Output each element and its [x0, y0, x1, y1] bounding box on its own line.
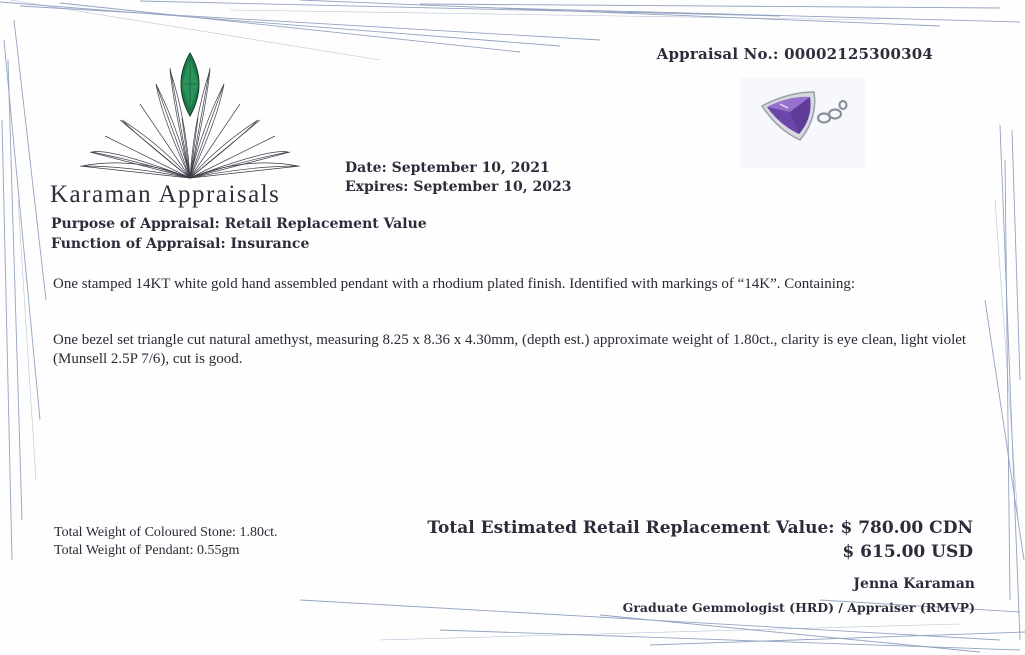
appraisal-expiry: Expires: September 10, 2023 [345, 179, 572, 195]
item-description: One stamped 14KT white gold hand assembled pendant with a rhodium plated finish. Identified with markings of “14K”. Containing: [53, 276, 856, 292]
replacement-value-usd: $ 615.00 USD [842, 542, 973, 562]
total-weight-coloured-stone: Total Weight of Coloured Stone: 1.80ct. [54, 525, 278, 540]
amethyst-trillion-pendant-photo-icon [740, 78, 865, 168]
company-name: Karaman Appraisals [50, 181, 281, 208]
signer-name: Jenna Karaman [853, 576, 975, 592]
purpose-of-appraisal: Purpose of Appraisal: Retail Replacement Value [51, 216, 427, 232]
signer-title: Graduate Gemmologist (HRD) / Appraiser (RMVP) [622, 600, 975, 615]
stone-description: One bezel set triangle cut natural amethyst, measuring 8.25 x 8.36 x 4.30mm, (depth est.) approximate weight of 1.80ct., clarity is eye clean, light violet (Munsell 2.5P 7/6), cut is good. [53, 332, 967, 367]
total-weight-pendant: Total Weight of Pendant: 0.55gm [54, 543, 240, 558]
replacement-value-cdn: Total Estimated Retail Replacement Value: $ 780.00 CDN [427, 518, 973, 538]
appraisal-number: Appraisal No.: 00002125300304 [656, 45, 933, 63]
appraisal-date: Date: September 10, 2021 [345, 160, 550, 176]
function-of-appraisal: Function of Appraisal: Insurance [51, 236, 310, 252]
marquise-gem-fan-logo-icon [70, 48, 310, 186]
